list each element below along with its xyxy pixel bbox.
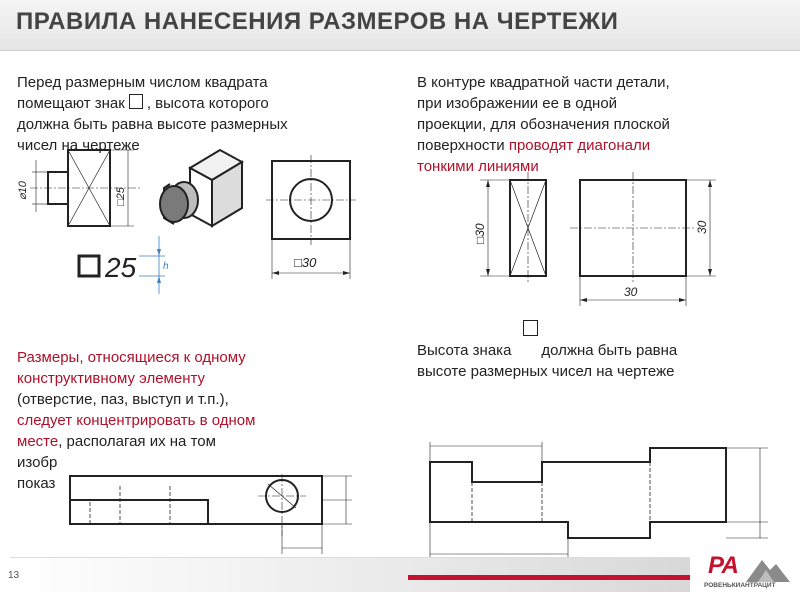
- dim-square-30-vertical: □30: [473, 223, 487, 244]
- page-number: 13: [8, 570, 20, 581]
- drawing-square-sign-height: [75, 232, 175, 296]
- dim-square-30-front: □30: [294, 255, 317, 270]
- drawing-square-front-view: [262, 155, 362, 285]
- logo-mark: РА: [708, 552, 738, 579]
- drawing-part-with-slot-and-hole: [60, 466, 360, 556]
- page-title: ПРАВИЛА НАНЕСЕНИЯ РАЗМЕРОВ НА ЧЕРТЕЖИ: [16, 8, 619, 35]
- logo-subtitle: РОВЕНЬКИАНТРАЦИТ: [704, 582, 776, 589]
- drawing-square-top-view: [566, 172, 716, 308]
- mountain-icon: [744, 554, 790, 582]
- dim-30-vertical: 30: [695, 220, 709, 234]
- square-sign-icon: [523, 320, 538, 336]
- dim-diameter-10: ⌀10: [17, 181, 29, 200]
- text-block-diagonals: В контуре квадратной части детали, при изображении ее в одной проекции, для обозначения плоской поверхности проводят диагонали тонкими линиями: [417, 74, 670, 175]
- drawing-stepped-profile: [418, 438, 778, 562]
- dim-square-25-big: 25: [105, 252, 137, 283]
- footer-red-stripe: [408, 575, 690, 580]
- dim-height-h: h: [163, 261, 169, 272]
- text-block-concentrate-dims: Размеры, относящиеся к одному конструктивному элементу (отверстие, паз, выступ и т.п.), следует концентрировать в одном месте, располагая их на том изобр показ: [17, 349, 256, 492]
- text-block-sign-height: Высота знака должна быть равна высоте размерных чисел на чертеже: [417, 342, 678, 380]
- dim-square-25-small: □25: [115, 187, 127, 206]
- drawing-shaft-side-view: [10, 140, 150, 240]
- company-logo: [700, 550, 792, 594]
- drawing-isometric-part: [150, 138, 250, 238]
- square-sign-icon: [129, 94, 143, 109]
- text-block-square-sign: Перед размерным числом квадрата помещают знак , высота которого должна быть равна высоте размерных чисел на чертеже: [17, 74, 288, 154]
- drawing-narrow-rect-diagonals: [460, 172, 560, 284]
- dim-30-horizontal: 30: [624, 285, 638, 299]
- title-bar: [0, 0, 800, 51]
